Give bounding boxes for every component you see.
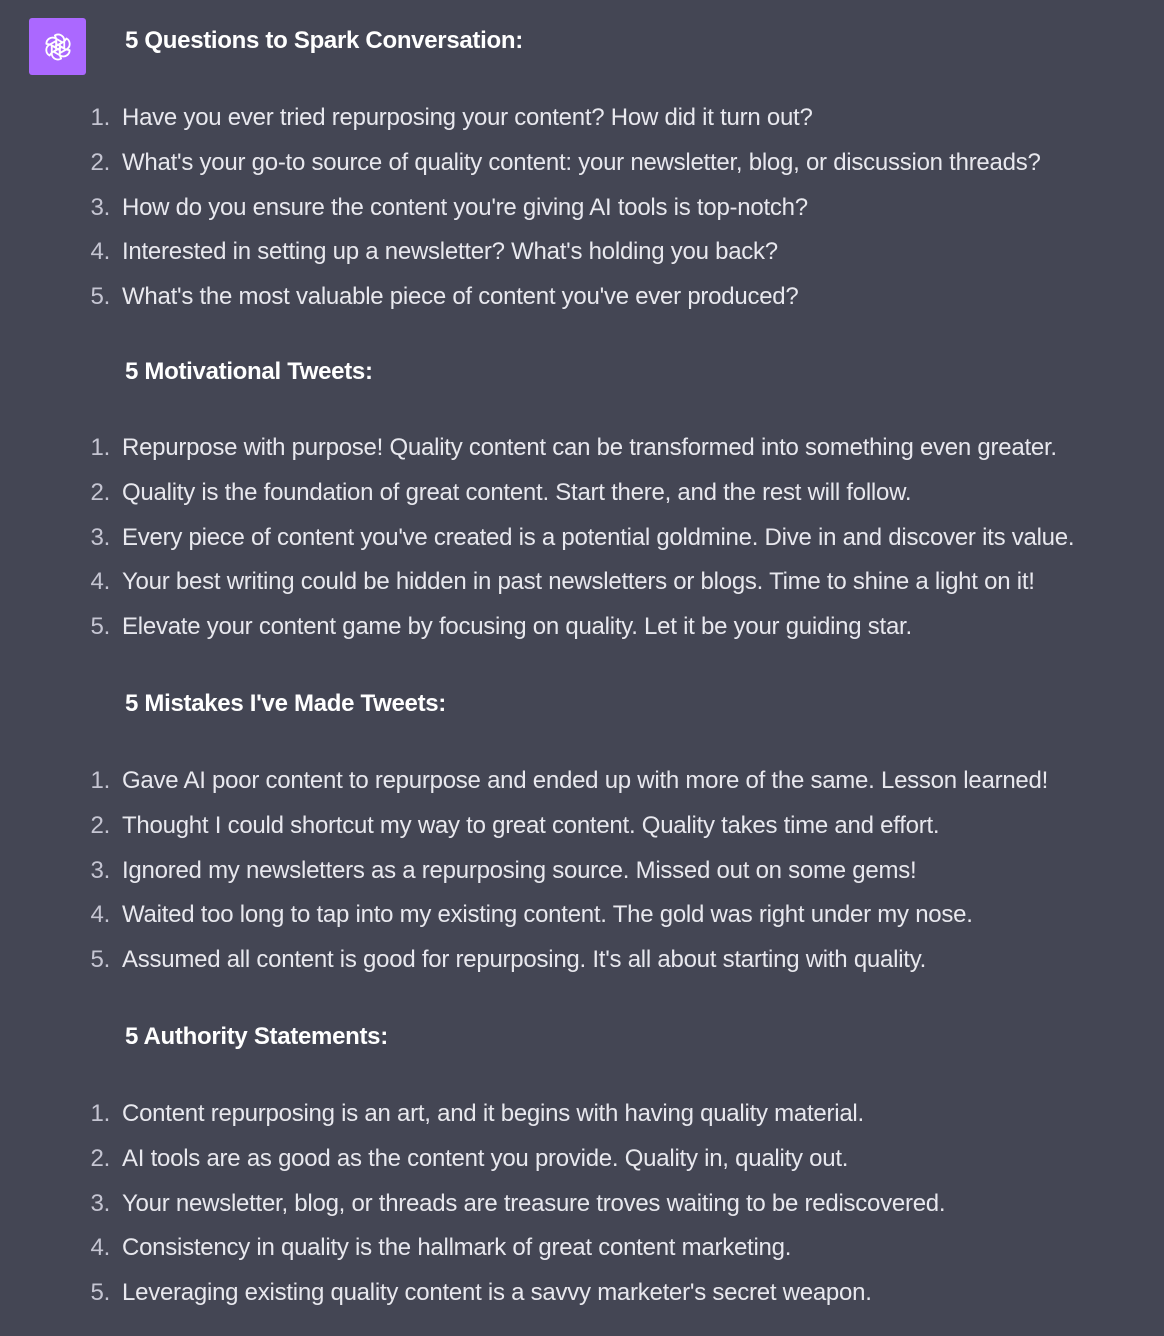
list-text: Your best writing could be hidden in past newsletters or blogs. Time to shine a light on it!: [122, 568, 1035, 596]
list-text: Ignored my newsletters as a repurposing source. Missed out on some gems!: [122, 856, 917, 884]
section-heading-mistakes: 5 Mistakes I've Made Tweets:: [125, 690, 447, 717]
list-text: Repurpose with purpose! Quality content can be transformed into something even greater.: [122, 434, 1057, 462]
list-text: Waited too long to tap into my existing content. The gold was right under my nose.: [122, 901, 973, 929]
list-number: 1.: [90, 767, 110, 795]
list-item: [0, 230, 1041, 275]
list-item: [0, 1226, 945, 1271]
list-number: 1.: [90, 104, 110, 132]
list-item: [0, 471, 1074, 516]
list-number: 4.: [90, 901, 110, 929]
list-number: 5.: [90, 1279, 110, 1307]
list-number: 3.: [90, 1189, 110, 1217]
list-number: 1.: [90, 1100, 110, 1128]
list-item: [0, 560, 1074, 605]
assistant-avatar: [29, 18, 86, 75]
list-text: Elevate your content game by focusing on quality. Let it be your guiding star.: [122, 613, 912, 641]
list-number: 2.: [90, 812, 110, 840]
list-text: Leveraging existing quality content is a savvy marketer's secret weapon.: [122, 1279, 872, 1307]
section-heading-questions: 5 Questions to Spark Conversation:: [125, 27, 523, 54]
list-item: [0, 1271, 945, 1316]
list-number: 1.: [90, 434, 110, 462]
list-item: [0, 141, 1041, 186]
authority-list: [0, 1092, 945, 1315]
list-number: 4.: [90, 1234, 110, 1262]
list-item: [0, 1137, 945, 1182]
list-text: Gave AI poor content to repurpose and ended up with more of the same. Lesson learned!: [122, 767, 1049, 795]
list-item: [0, 426, 1074, 471]
list-number: 2.: [90, 149, 110, 177]
list-item: [0, 185, 1041, 230]
list-text: Interested in setting up a newsletter? What's holding you back?: [122, 238, 778, 266]
list-text: What's the most valuable piece of content you've ever produced?: [122, 283, 799, 311]
list-text: Content repurposing is an art, and it begins with having quality material.: [122, 1100, 864, 1128]
list-number: 3.: [90, 523, 110, 551]
section-heading-authority: 5 Authority Statements:: [125, 1023, 388, 1050]
list-text: Quality is the foundation of great content. Start there, and the rest will follow.: [122, 479, 912, 507]
openai-logo-icon: [41, 30, 75, 64]
list-item: [0, 848, 1048, 893]
motivational-list: [0, 426, 1074, 649]
list-text: Consistency in quality is the hallmark of great content marketing.: [122, 1234, 792, 1262]
list-item: [0, 938, 1048, 983]
list-number: 5.: [90, 946, 110, 974]
list-item: [0, 893, 1048, 938]
list-number: 4.: [90, 238, 110, 266]
list-text: What's your go-to source of quality content: your newsletter, blog, or discussion threads?: [122, 149, 1041, 177]
list-item: [0, 96, 1041, 141]
list-item: [0, 605, 1074, 650]
list-text: Every piece of content you've created is a potential goldmine. Dive in and discover its value.: [122, 523, 1075, 551]
list-text: How do you ensure the content you're giving AI tools is top-notch?: [122, 193, 808, 221]
list-item: [0, 804, 1048, 849]
list-number: 3.: [90, 856, 110, 884]
list-number: 5.: [90, 283, 110, 311]
list-number: 2.: [90, 1145, 110, 1173]
list-number: 2.: [90, 479, 110, 507]
list-item: [0, 1181, 945, 1226]
list-item: [0, 515, 1074, 560]
questions-list: [0, 96, 1041, 319]
list-text: Thought I could shortcut my way to great content. Quality takes time and effort.: [122, 812, 940, 840]
list-number: 3.: [90, 193, 110, 221]
list-text: AI tools are as good as the content you provide. Quality in, quality out.: [122, 1145, 849, 1173]
list-text: Have you ever tried repurposing your content? How did it turn out?: [122, 104, 813, 132]
mistakes-list: [0, 759, 1048, 982]
list-text: Your newsletter, blog, or threads are treasure troves waiting to be rediscovered.: [122, 1189, 946, 1217]
list-item: [0, 759, 1048, 804]
list-number: 5.: [90, 613, 110, 641]
list-item: [0, 275, 1041, 320]
list-number: 4.: [90, 568, 110, 596]
section-heading-motivational: 5 Motivational Tweets:: [125, 358, 373, 385]
list-text: Assumed all content is good for repurposing. It's all about starting with quality.: [122, 946, 927, 974]
list-item: [0, 1092, 945, 1137]
